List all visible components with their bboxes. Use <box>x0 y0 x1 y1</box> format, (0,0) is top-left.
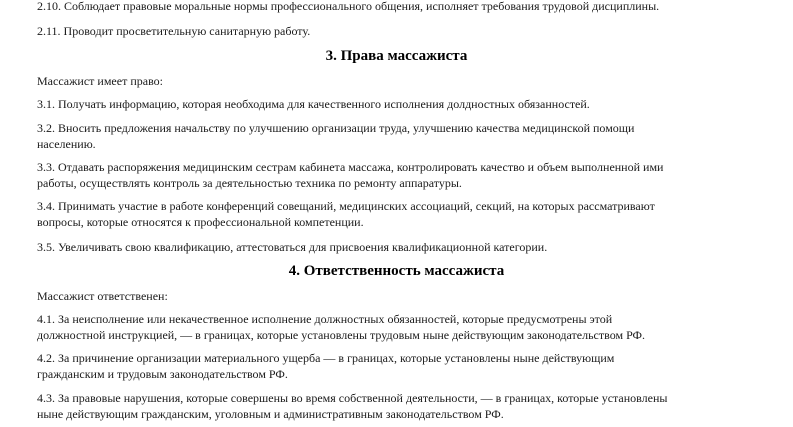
paragraph-line: 4.2. За причинение организации материального ущерба — в границах, которые установлены ныне действующим <box>37 351 615 365</box>
paragraph-line: 3.2. Вносить предложения начальству по улучшению организации труда, улучшению качества медицинской помощи <box>37 121 635 135</box>
paragraph-line: 4.1. За неисполнение или некачественное исполнение должностных обязанностей, которые предусмотрены этой <box>37 312 613 326</box>
paragraph-2-10 <box>37 0 757 14</box>
paragraph-4-1 <box>37 311 757 343</box>
paragraph-line: должностной инструкцией, — в границах, которые установлены трудовым ныне действующим законодательством РФ. <box>37 328 646 342</box>
section-4-intro: Массажист ответственен: <box>37 289 168 303</box>
paragraph-line: 2.10. Соблюдает правовые моральные нормы профессионального общения, исполняет требования трудовой дисциплины. <box>37 0 660 13</box>
paragraph-line: 3.4. Принимать участие в работе конференций совещаний, медицинских ассоциаций, секций, на которых рассматривают <box>37 199 655 213</box>
paragraph-line: ныне действующим гражданским, уголовным и административным законодательством РФ. <box>37 407 504 421</box>
section-4-heading: 4. Ответственность массажиста <box>288 263 505 279</box>
paragraph-line: 3.5. Увеличивать свою квалификацию, аттестоваться для присвоения квалификационной категории. <box>37 240 548 254</box>
paragraph-4-2 <box>37 350 757 382</box>
paragraph-3-1 <box>37 96 757 112</box>
paragraph-line: вопросы, которые относятся к профессиональной компетенции. <box>37 215 364 229</box>
paragraph-3-5 <box>37 239 757 255</box>
paragraph-3-4 <box>37 198 757 230</box>
section-3-intro: Массажист имеет право: <box>37 74 163 88</box>
section-3-heading: 3. Права массажиста <box>325 48 468 64</box>
paragraph-line: 2.11. Проводит просветительную санитарную работу. <box>37 24 311 38</box>
paragraph-line: населению. <box>37 137 96 151</box>
paragraph-3-2 <box>37 120 757 152</box>
paragraph-line: работы, осуществлять контроль за деятельностью техника по ремонту аппаратуры. <box>37 176 462 190</box>
paragraph-2-11 <box>37 23 757 39</box>
paragraph-line: гражданским и трудовым законодательством РФ. <box>37 367 288 381</box>
paragraph-line: 3.3. Отдавать распоряжения медицинским сестрам кабинета массажа, контролировать качество и объем выполненной ими <box>37 160 664 174</box>
paragraph-4-3 <box>37 390 757 422</box>
paragraph-3-3 <box>37 159 757 191</box>
paragraph-line: 3.1. Получать информацию, которая необходима для качественного исполнения долдностных обязанностей. <box>37 97 590 111</box>
paragraph-line: 4.3. За правовые нарушения, которые совершены во время собственной деятельности, — в границах, которые установлены <box>37 391 668 405</box>
